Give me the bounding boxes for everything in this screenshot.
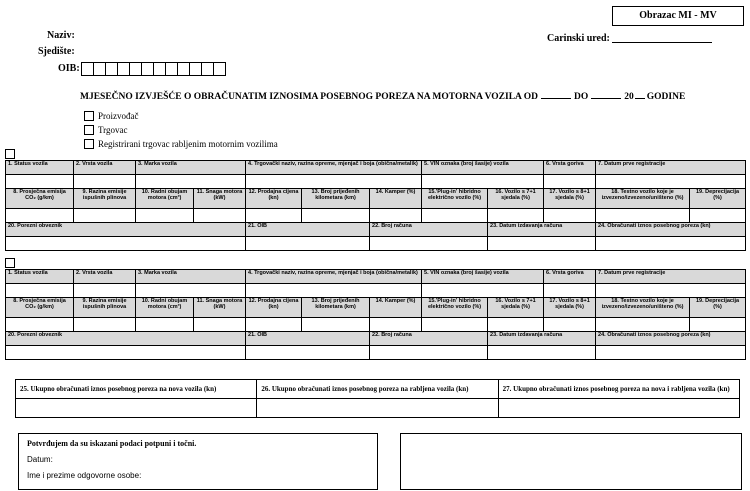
total-used-label: 26. Ukupno obračunati iznos posebnog poreza na rabljena vozila (kn) (257, 380, 498, 399)
field-label: 5. VIN oznaka (broj šasije) vozila (422, 270, 544, 284)
field-label: 12. Prodajna cijena (kn) (246, 189, 302, 209)
checkbox[interactable] (84, 111, 94, 121)
total-all-label: 27. Ukupno obračunati iznos posebnog poreza na nova i rabljena vozila (kn) (498, 380, 739, 399)
confirmation-text: Potvrđujem da su iskazani podaci potpuni i točni. (27, 439, 197, 448)
sjediste-label: Sjedište: (38, 46, 75, 57)
field-label: 11. Snaga motora (kW) (194, 298, 246, 318)
field-label: 2. Vrsta vozila (74, 270, 136, 284)
field-label: 22. Broj računa (370, 332, 488, 346)
stamp-signature-box[interactable] (400, 433, 742, 490)
date-from-field[interactable] (541, 98, 571, 99)
field-label: 6. Vrsta goriva (544, 270, 596, 284)
field-label: 22. Broj računa (370, 223, 488, 237)
field-label: 17. Vozilo s 8+1 sjedala (%) (544, 298, 596, 318)
carinski-ured-field[interactable] (612, 42, 712, 43)
option-registrirani[interactable]: Registrirani trgovac rabljenim motornim vozilima (84, 139, 278, 149)
checkbox[interactable] (84, 125, 94, 135)
field-label: 11. Snaga motora (kW) (194, 189, 246, 209)
total-new-field[interactable] (16, 399, 257, 418)
date-to-field[interactable] (591, 98, 621, 99)
field-label: 13. Broj prijeđenih kilometara (km) (302, 189, 370, 209)
vehicle-block-checkbox[interactable] (5, 258, 15, 268)
field-label: 10. Radni obujam motora (cm³) (136, 189, 194, 209)
field-label: 23. Datum izdavanja računa (488, 332, 596, 346)
field-label: 19. Deprecijacija (%) (690, 298, 746, 318)
checkbox[interactable] (84, 139, 94, 149)
date-label: Datum: (27, 455, 53, 464)
total-used-field[interactable] (257, 399, 498, 418)
field-label: 21. OIB (246, 332, 370, 346)
field-label: 15.'Plug-in' hibridno električno vozilo (%) (422, 189, 488, 209)
total-all-field[interactable] (498, 399, 739, 418)
field-label: 16. Vozilo s 7+1 sjedala (%) (488, 298, 544, 318)
field-label: 19. Deprecijacija (%) (690, 189, 746, 209)
naziv-label: Naziv: (47, 30, 75, 41)
field-label: 8. Prosječna emisija CO₂ (g/km) (6, 189, 74, 209)
field-label: 1. Status vozila (6, 270, 74, 284)
field-label: 8. Prosječna emisija CO₂ (g/km) (6, 298, 74, 318)
field-label: 3. Marka vozila (136, 270, 246, 284)
vehicle-block-1 (5, 160, 746, 251)
field-label: 16. Vozilo s 7+1 sjedala (%) (488, 189, 544, 209)
field-label: 20. Porezni obveznik (6, 223, 246, 237)
field-label: 1. Status vozila (6, 161, 74, 175)
field-label: 4. Trgovački naziv, razina opreme, mjenjač i boja (obična/metalik) (246, 270, 422, 284)
total-new-label: 25. Ukupno obračunati iznos posebnog poreza na nova vozila (kn) (16, 380, 257, 399)
field-label: 12. Prodajna cijena (kn) (246, 298, 302, 318)
field-label: 2. Vrsta vozila (74, 161, 136, 175)
field-label: 7. Datum prve registracije (596, 270, 746, 284)
carinski-ured-label: Carinski ured: (547, 33, 610, 44)
option-trgovac[interactable]: Trgovac (84, 125, 128, 135)
confirmation-box (18, 433, 378, 490)
field-label: 24. Obračunati iznos posebnog poreza (kn) (596, 332, 746, 346)
field-label: 4. Trgovački naziv, razina opreme, mjenjač i boja (obična/metalik) (246, 161, 422, 175)
form-code-box: Obrazac MI - MV (612, 6, 744, 26)
field-label: 13. Broj prijeđenih kilometara (km) (302, 298, 370, 318)
field-label: 15.'Plug-in' hibridno električno vozilo (%) (422, 298, 488, 318)
field-label: 18. Testno vozilo koje je izvezeno/izvezeno/uništeno (%) (596, 189, 690, 209)
report-title: MJESEČNO IZVJEŠĆE O OBRAČUNATIM IZNOSIMA POSEBNOG POREZA NA MOTORNA VOZILA OD DO 20 GODINE (80, 92, 686, 102)
field-label: 5. VIN oznaka (broj šasije) vozila (422, 161, 544, 175)
vehicle-block-checkbox[interactable] (5, 149, 15, 159)
field-label: 10. Radni obujam motora (cm³) (136, 298, 194, 318)
field-label: 6. Vrsta goriva (544, 161, 596, 175)
oib-input-cells[interactable] (82, 62, 226, 76)
field-label: 20. Porezni obveznik (6, 332, 246, 346)
option-proizvodac[interactable]: Proizvođač (84, 111, 139, 121)
field-label: 14. Kamper (%) (370, 298, 422, 318)
responsible-person-label: Ime i prezime odgovorne osobe: (27, 471, 142, 480)
field-label: 17. Vozilo s 8+1 sjedala (%) (544, 189, 596, 209)
field-label: 21. OIB (246, 223, 370, 237)
field-label: 24. Obračunati iznos posebnog poreza (kn) (596, 223, 746, 237)
vehicle-block-2 (5, 269, 746, 360)
field-label: 9. Razina emisije ispušnih plinova (74, 298, 136, 318)
field-label: 18. Testno vozilo koje je izvezeno/izvezeno/uništeno (%) (596, 298, 690, 318)
field-label: 14. Kamper (%) (370, 189, 422, 209)
field-label: 23. Datum izdavanja računa (488, 223, 596, 237)
field-label: 9. Razina emisije ispušnih plinova (74, 189, 136, 209)
year-field[interactable] (635, 98, 645, 99)
field-label: 7. Datum prve registracije (596, 161, 746, 175)
oib-label: OIB: (58, 63, 80, 74)
field-label: 3. Marka vozila (136, 161, 246, 175)
totals-table (15, 379, 740, 418)
